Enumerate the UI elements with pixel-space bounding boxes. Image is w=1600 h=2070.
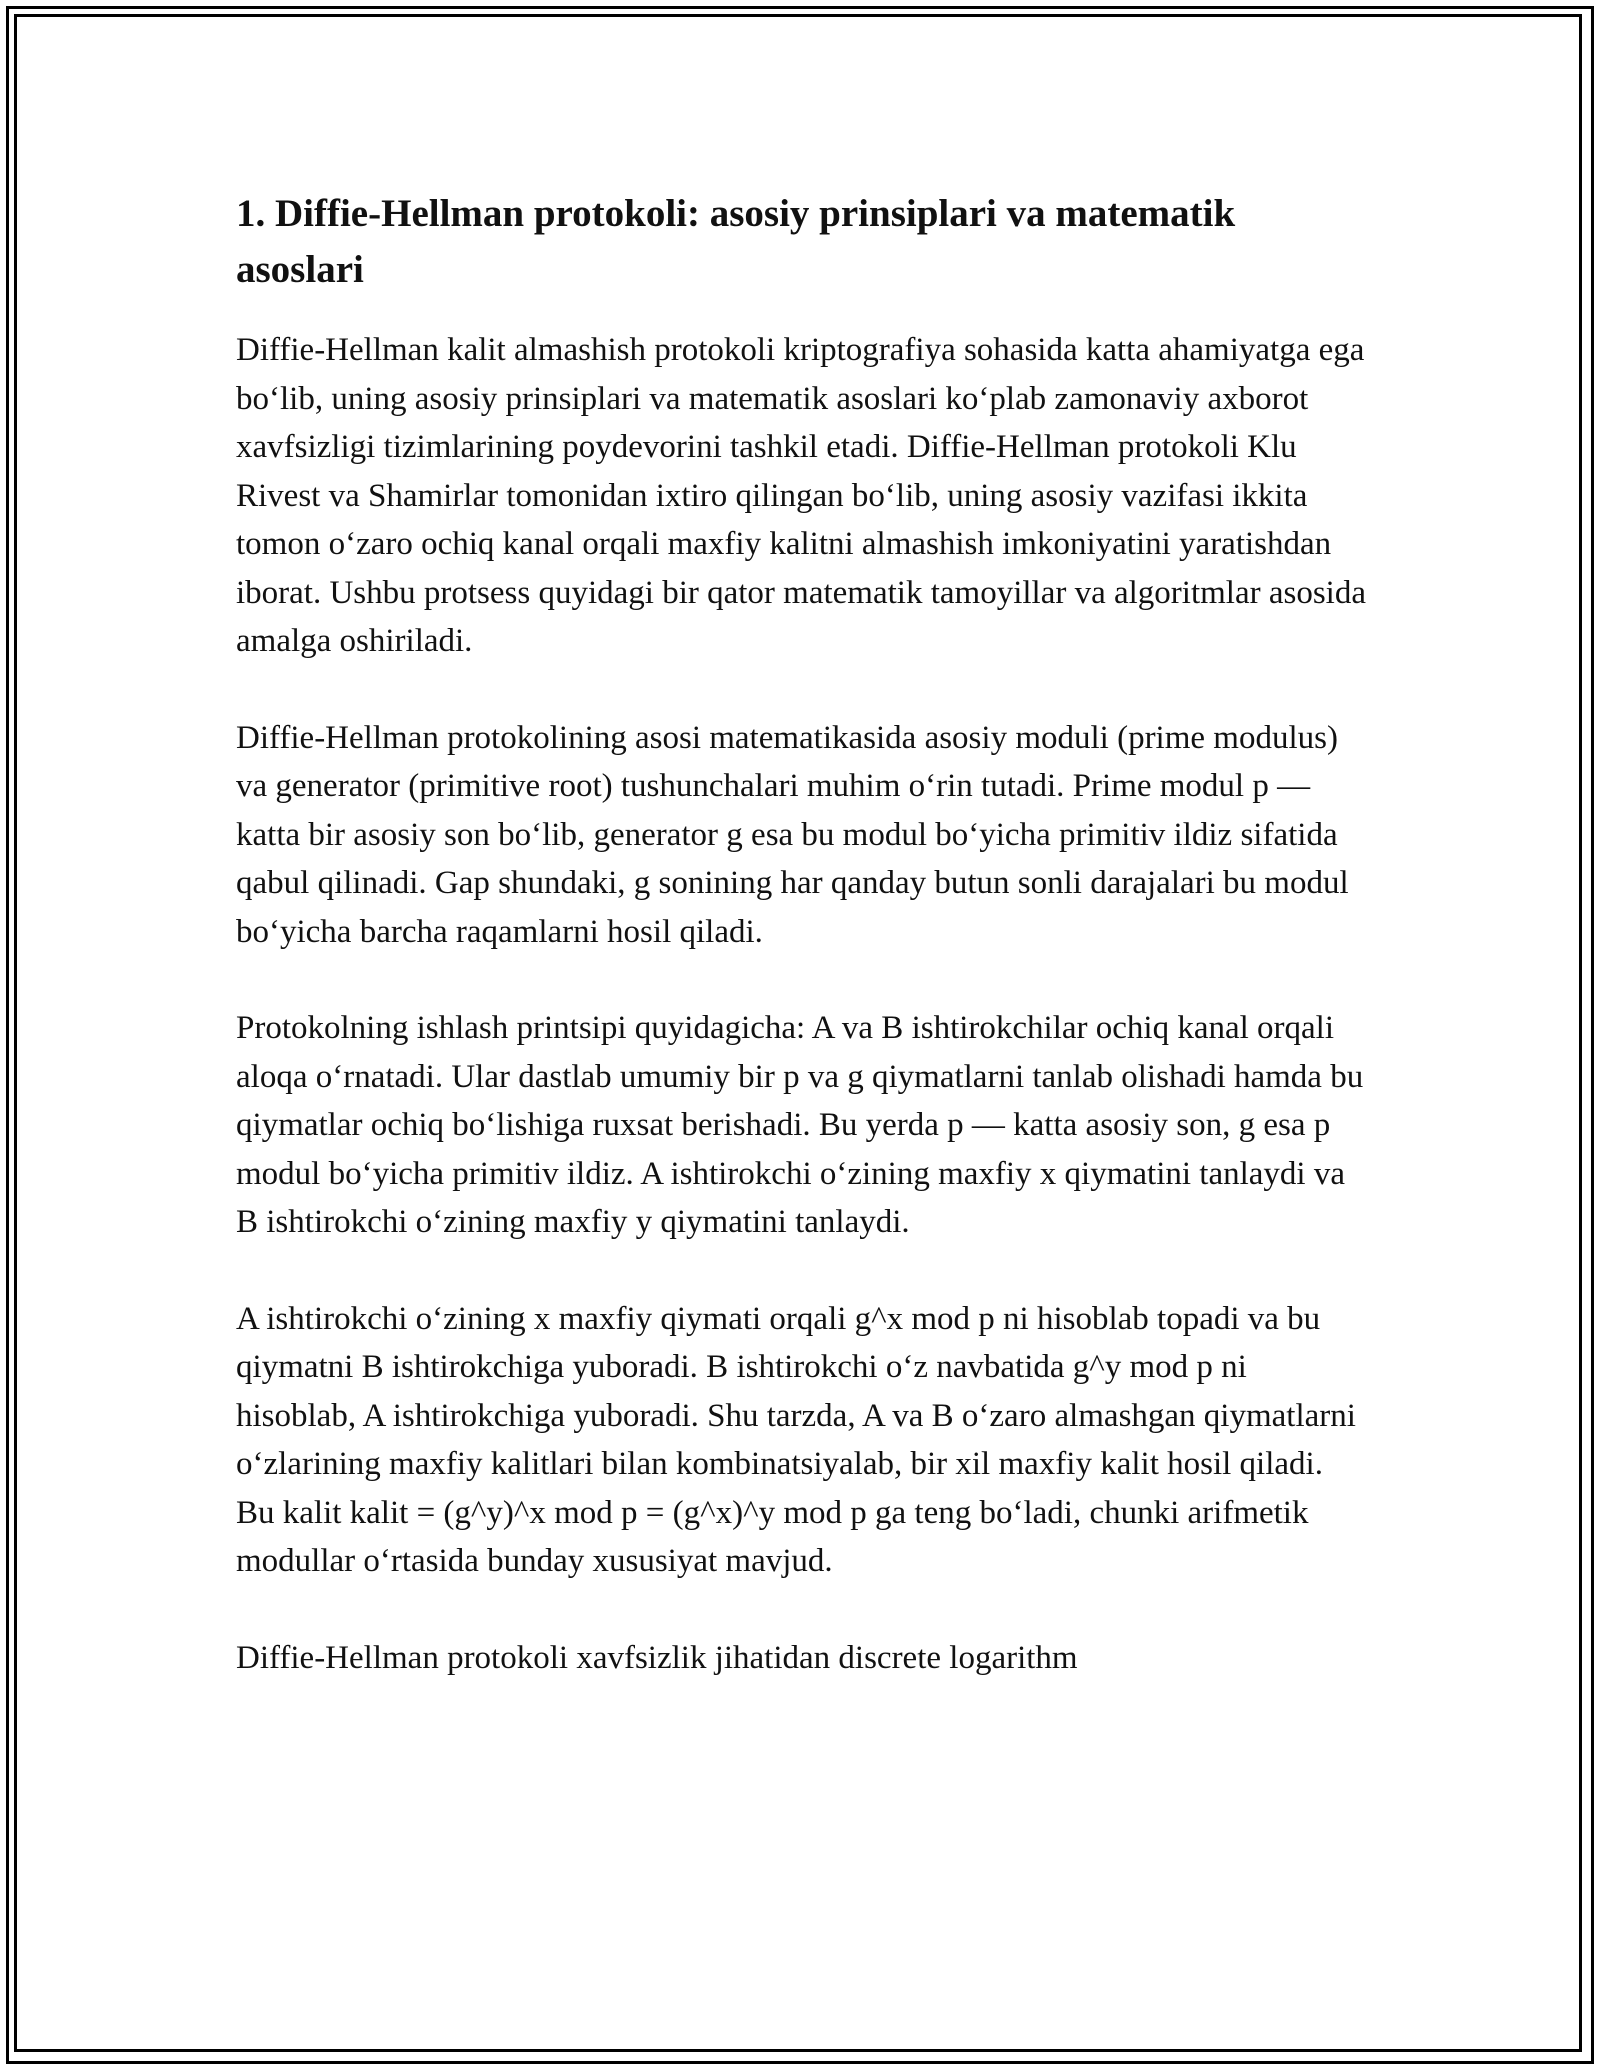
document-body [236, 186, 1366, 1730]
paragraph-math-basis: Diffie-Hellman protokolining asosi matematikasida asosiy moduli (prime modulus) va generator (primitive root) tushunchalari muhim o‘rin tutadi. Prime modul p — katta bir asosiy son bo‘lib, generator g esa bu modul bo‘yicha primitiv ildiz sifatida qabul qilinadi. Gap shundaki, g sonining har qanday butun sonli darajalari bu modul bo‘yicha barcha raqamlarni hosil qiladi. [236, 719, 1349, 950]
paragraph-intro: Diffie-Hellman kalit almashish protokoli kriptografiya sohasida katta ahamiyatga ega bo‘lib, uning asosiy prinsiplari va matematik asoslari ko‘plab zamonaviy axborot xavfsizligi tizimlarining poydevorini tashkil etadi. Diffie-Hellman protokoli Klu Rivest va Shamirlar tomonidan ixtiro qilingan bo‘lib, uning asosiy vazifasi ikkita tomon o‘zaro ochiq kanal orqali maxfiy kalitni almashish imkoniyatini yaratishdan iborat. Ushbu protsess quyidagi bir qator matematik tamoyillar va algoritmlar asosida amalga oshiriladi. [236, 332, 1366, 659]
paragraph-protocol-principle: Protokolning ishlash printsipi quyidagicha: A va B ishtirokchilar ochiq kanal orqali aloqa o‘rnatadi. Ular dastlab umumiy bir p va g qiymatlarni tanlab olishadi hamda bu qiymatlar ochiq bo‘lishiga ruxsat berishadi. Bu yerda p — katta asosiy son, g esa p modul bo‘yicha primitiv ildiz. A ishtirokchi o‘zining maxfiy x qiymatini tanlaydi va B ishtirokchi o‘zining maxfiy y qiymatini tanlaydi. [236, 1010, 1364, 1240]
paragraph-security: Diffie-Hellman protokoli xavfsizlik jihatidan discrete logarithm [236, 1639, 1078, 1676]
paragraph-key-exchange: A ishtirokchi o‘zining x maxfiy qiymati orqali g^x mod p ni hisoblab topadi va bu qiymatni B ishtirokchiga yuboradi. B ishtirokchi o‘z navbatida g^y mod p ni hisoblab, A ishtirokchiga yuboradi. Shu tarzda, A va B o‘zaro almashgan qiymatlarni o‘zlarining maxfiy kalitlari bilan kombinatsiyalab, bir xil maxfiy kalit hosil qiladi. Bu kalit kalit = (g^y)^x mod p = (g^x)^y mod p ga teng bo‘ladi, chunki arifmetik modullar o‘rtasida bunday xususiyat mavjud. [236, 1300, 1356, 1579]
section-heading: 1. Diffie-Hellman protokoli: asosiy prinsiplari va matematik asoslari [236, 192, 1236, 291]
